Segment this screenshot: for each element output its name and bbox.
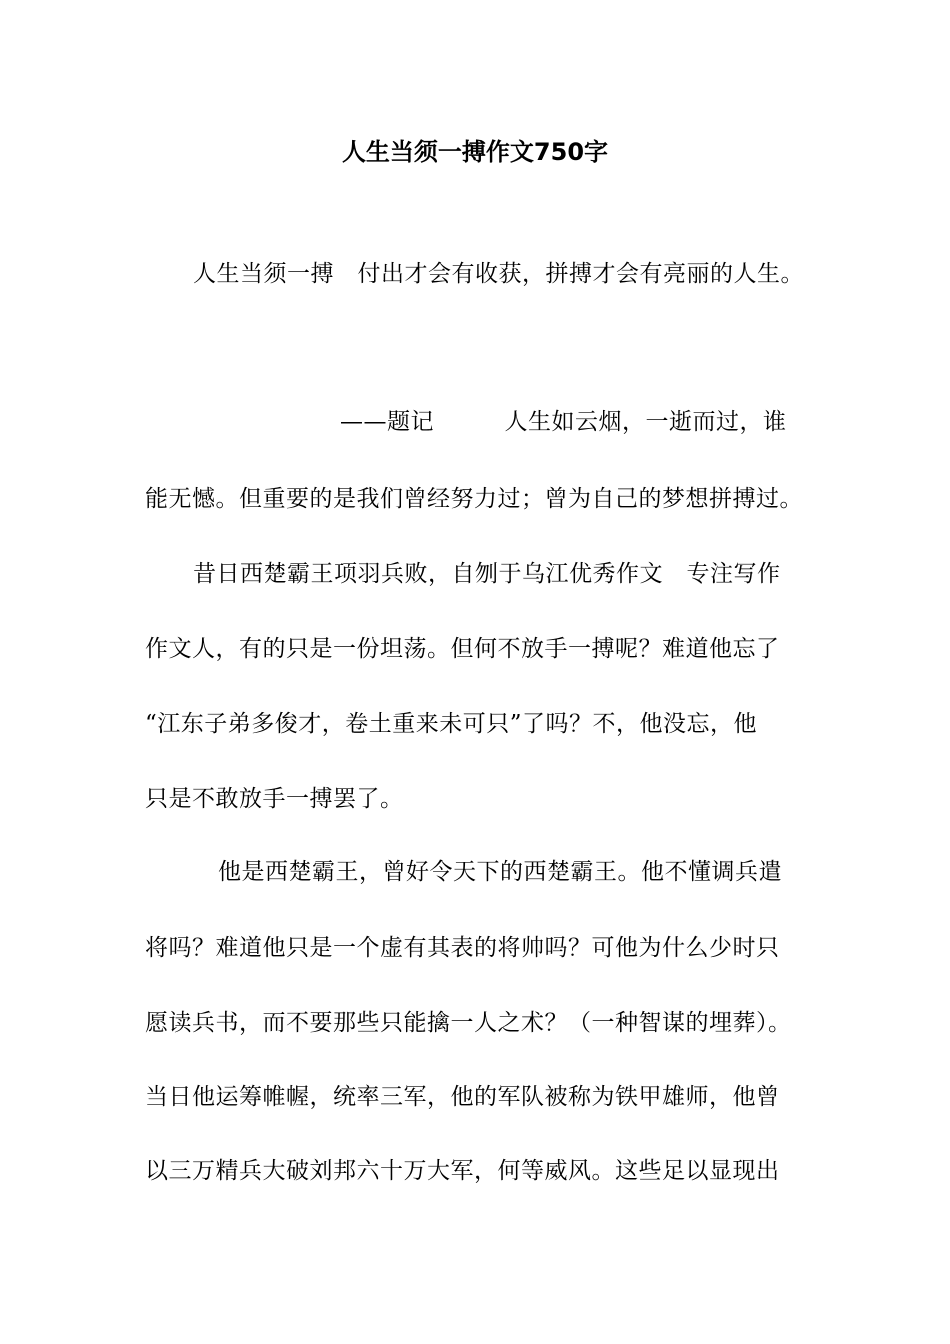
text-line-12: 以三万精兵大破刘邦六十万大军，何等威风。这些足以显现出 <box>145 1158 780 1184</box>
text-line-11: 当日他运筹帷幄，统率三军，他的军队被称为铁甲雄师，他曾 <box>145 1084 780 1110</box>
text-line-7: 只是不敢放手一搏罢了。 <box>145 786 404 812</box>
text-line-6: “江东子弟多俊才，卷土重来未可只”了吗？不，他没忘，他 <box>145 711 758 737</box>
text-line-2: ——题记 人生如云烟，一逝而过，谁 <box>340 409 787 435</box>
text-line-8: 他是西楚霸王，曾好令天下的西楚霸王。他不懂调兵遣 <box>218 859 782 885</box>
text-line-10: 愿读兵书，而不要那些只能擒一人之术？（一种智谋的埋葬）。 <box>145 1010 792 1036</box>
document-title: 人生当须一搏作文750字 <box>341 138 609 166</box>
text-line-5: 作文人，有的只是一份坦荡。但何不放手一搏呢？难道他忘了 <box>145 636 780 662</box>
text-line-9: 将吗？难道他只是一个虚有其表的将帅吗？可他为什么少时只 <box>145 935 780 961</box>
text-line-4: 昔日西楚霸王项羽兵败，自刎于乌江优秀作文 专注写作 <box>193 561 781 587</box>
text-line-3: 能无憾。但重要的是我们曾经努力过；曾为自己的梦想拼搏过。 <box>145 486 803 512</box>
text-line-1: 人生当须一搏 付出才会有收获，拼搏才会有亮丽的人生。 <box>193 261 804 287</box>
